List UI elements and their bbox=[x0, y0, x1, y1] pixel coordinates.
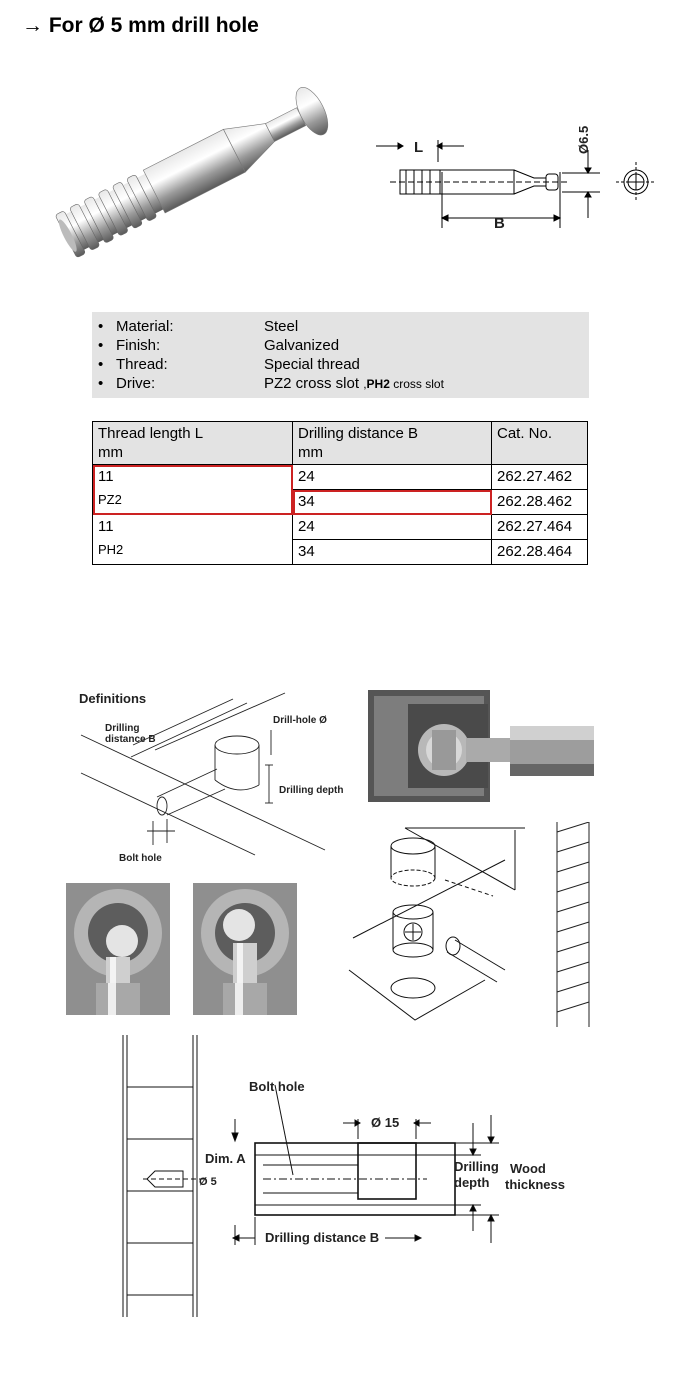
svg-text:Drill-hole Ø: Drill-hole Ø bbox=[273, 715, 327, 726]
table-row bbox=[93, 515, 588, 540]
spec-finish: • Finish: Galvanized bbox=[98, 337, 340, 354]
label-b: B bbox=[494, 215, 505, 232]
page-title: → For Ø 5 mm drill hole bbox=[22, 14, 259, 37]
header-cat-no: Cat. No. bbox=[492, 422, 588, 465]
label-diameter: Ø6.5 bbox=[576, 125, 591, 154]
bolt-dimension-drawing bbox=[370, 110, 670, 240]
svg-text:Bolt hole: Bolt hole bbox=[119, 853, 162, 864]
specifications-box bbox=[92, 312, 589, 398]
header-thread-length: Thread length L mm bbox=[93, 422, 293, 465]
drilling-distance-cell: 34 bbox=[293, 490, 492, 515]
sectional-drawing bbox=[115, 1035, 575, 1320]
label-thickness: thickness bbox=[505, 1177, 565, 1192]
label-dia-15: Ø 15 bbox=[371, 1115, 400, 1130]
drilling-distance-cell: 24 bbox=[293, 465, 492, 490]
cam-housing-photo bbox=[368, 690, 594, 802]
definitions-title: Definitions bbox=[79, 691, 147, 706]
cat-no-cell: 262.27.462 bbox=[492, 465, 588, 490]
cat-no-cell: 262.27.464 bbox=[492, 515, 588, 540]
definitions-diagram bbox=[75, 685, 355, 870]
thread-length-cell: 11 PZ2 bbox=[93, 465, 293, 515]
cat-no-cell: 262.28.464 bbox=[492, 540, 588, 565]
label-dia-5: Ø 5 bbox=[199, 1176, 217, 1188]
svg-text:Drilling depth: Drilling depth bbox=[279, 785, 344, 796]
label-bolt-hole: Bolt hole bbox=[249, 1079, 305, 1094]
wood-section-hatch bbox=[553, 822, 593, 1027]
label-depth: depth bbox=[454, 1175, 490, 1190]
label-dim-a: Dim. A bbox=[205, 1151, 246, 1166]
svg-text:Drilling: Drilling bbox=[105, 723, 140, 734]
spec-drive: • Drive: PZ2 cross slot ,PH2 cross slot bbox=[98, 375, 444, 392]
drilling-distance-cell: 24 bbox=[293, 515, 492, 540]
label-drilling: Drilling bbox=[454, 1159, 499, 1174]
thread-length-cell: 11 PH2 bbox=[93, 515, 293, 565]
table-header-row bbox=[93, 422, 588, 465]
connector-bolt-photo bbox=[14, 78, 354, 268]
cutaway-photo-2 bbox=[193, 883, 297, 1015]
label-l: L bbox=[414, 139, 424, 156]
spec-thread: • Thread: Special thread bbox=[98, 356, 360, 373]
table-row bbox=[93, 465, 588, 490]
svg-text:distance B: distance B bbox=[105, 734, 156, 745]
product-table bbox=[92, 421, 588, 565]
drilling-distance-cell: 34 bbox=[293, 540, 492, 565]
cat-no-cell: 262.28.462 bbox=[492, 490, 588, 515]
header-drilling-distance: Drilling distance B mm bbox=[293, 422, 492, 465]
cutaway-photo-1 bbox=[66, 883, 170, 1015]
exploded-assembly-sketch bbox=[345, 820, 525, 1030]
label-wood: Wood bbox=[510, 1161, 546, 1176]
spec-material: • Material: Steel bbox=[98, 318, 299, 335]
label-drilling-distance: Drilling distance B bbox=[265, 1230, 380, 1245]
